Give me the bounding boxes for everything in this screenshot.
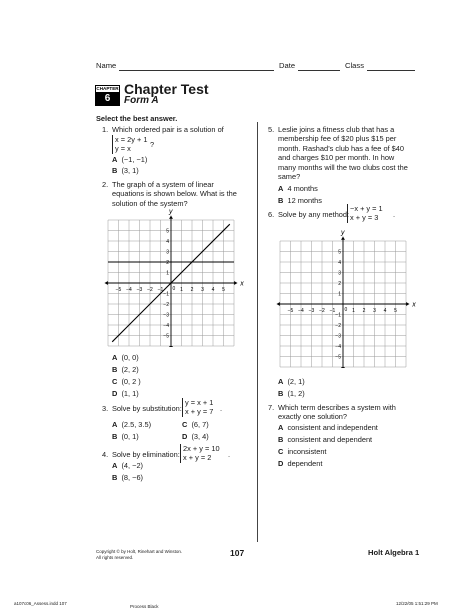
q3-dot: . bbox=[220, 404, 223, 413]
x-tick-label: 2 bbox=[190, 287, 194, 293]
x-tick-label: −3 bbox=[136, 287, 143, 293]
y-axis-arrow-up bbox=[169, 216, 173, 219]
q4-system bbox=[180, 444, 220, 463]
q6-option-a[interactable]: A (2, 1) bbox=[278, 377, 305, 386]
q7-option-b[interactable]: B consistent and dependent bbox=[278, 435, 373, 444]
q3-option-c[interactable]: C (6, 7) bbox=[182, 420, 209, 429]
q6-number: 6. bbox=[268, 210, 275, 219]
y-tick-label: 5 bbox=[338, 249, 341, 256]
y-tick-label: −3 bbox=[163, 312, 169, 319]
y-axis-label: y bbox=[169, 208, 173, 216]
date-label: Date bbox=[279, 61, 296, 70]
y-tick-label: 1 bbox=[338, 291, 341, 298]
q2-option-a[interactable]: A (0, 0) bbox=[112, 353, 139, 362]
q6-text: Solve by any method: bbox=[278, 210, 350, 219]
y-tick-label: −4 bbox=[335, 343, 341, 350]
book-title: Holt Algebra 1 bbox=[368, 548, 420, 557]
q1-eq2: y = x bbox=[115, 144, 131, 154]
x-tick-label: −5 bbox=[115, 287, 122, 293]
q2-text: The graph of a system of linear equations is shown below. What is the solution of the system? bbox=[112, 180, 237, 208]
q7-option-a[interactable]: A consistent and independent bbox=[278, 423, 378, 432]
q6-eq1: −x + y = 1 bbox=[350, 204, 383, 213]
x-tick-label: 4 bbox=[383, 308, 387, 314]
instructions: Select the best answer. bbox=[96, 114, 178, 123]
q6-dot: . bbox=[393, 210, 396, 219]
x-tick-label: 4 bbox=[211, 287, 215, 293]
q1-eq1: x = 2y + 1 bbox=[115, 135, 148, 144]
y-tick-label: 5 bbox=[166, 228, 169, 235]
x-tick-label: 1 bbox=[180, 287, 183, 293]
x-tick-label: 3 bbox=[373, 308, 376, 314]
q2-option-c[interactable]: C (0, 2 ) bbox=[112, 377, 141, 386]
page-number: 107 bbox=[230, 548, 245, 558]
y-tick-label: −1 bbox=[163, 291, 169, 298]
q3-number: 3. bbox=[102, 404, 109, 413]
q1-text: Which ordered pair is a solution of bbox=[112, 125, 224, 134]
chapter-tag: CHAPTER bbox=[96, 86, 119, 91]
x-axis-label: x bbox=[412, 301, 416, 309]
y-tick-label: 2 bbox=[166, 259, 169, 266]
q3-eq2: x + y = 7 bbox=[185, 407, 214, 417]
q3-text: Solve by substitution: bbox=[112, 404, 182, 413]
process-color: Process Black bbox=[130, 604, 159, 609]
q3-option-d[interactable]: D (3, 4) bbox=[182, 432, 209, 441]
x-tick-label: −1 bbox=[157, 287, 164, 293]
y-tick-label: 4 bbox=[166, 238, 169, 245]
x-tick-label: −3 bbox=[308, 308, 315, 314]
q6-eq2: x + y = 3 bbox=[350, 213, 379, 223]
q4-option-b[interactable]: B (8, −6) bbox=[112, 473, 144, 482]
y-tick-label: −4 bbox=[163, 322, 169, 329]
q6-option-b[interactable]: B (1, 2) bbox=[278, 389, 305, 398]
q1-qmark: ? bbox=[150, 140, 155, 149]
q5-option-b[interactable]: B 12 months bbox=[278, 196, 322, 205]
q5-number: 5. bbox=[268, 125, 275, 134]
q1-system bbox=[112, 135, 147, 154]
q3-system bbox=[182, 398, 213, 417]
date-line[interactable] bbox=[298, 70, 340, 71]
x-tick-label: 5 bbox=[394, 308, 397, 314]
q1-option-b[interactable]: B (3, 1) bbox=[112, 166, 139, 175]
q6-system bbox=[347, 204, 383, 223]
x-axis-label: x bbox=[240, 280, 244, 288]
x-tick-label: 1 bbox=[352, 308, 355, 314]
x-tick-label: −4 bbox=[126, 287, 132, 293]
q5-text: Leslie joins a fitness club that has a membership fee of $20 plus $15 per month. Rashad’s club has a fee of $40 and charges $10 per month. In how many months will the two clubs cost the same? bbox=[278, 125, 408, 182]
x-tick-label: −2 bbox=[147, 287, 153, 293]
x-tick-label: −5 bbox=[287, 308, 294, 314]
q3-option-a[interactable]: A (2.5, 3.5) bbox=[112, 420, 152, 429]
chapter-number: 6 bbox=[96, 92, 119, 105]
q6-graph bbox=[268, 226, 418, 368]
q5-option-a[interactable]: A 4 months bbox=[278, 184, 318, 193]
name-label: Name bbox=[96, 61, 117, 70]
q4-number: 4. bbox=[102, 450, 109, 459]
q2-graph bbox=[96, 205, 246, 347]
y-tick-label: −1 bbox=[335, 312, 341, 319]
q3-eq1: y = x + 1 bbox=[185, 398, 214, 407]
x-tick-label: −1 bbox=[329, 308, 336, 314]
y-tick-label: −5 bbox=[335, 354, 341, 361]
x-tick-label: 2 bbox=[362, 308, 366, 314]
y-tick-label: −3 bbox=[335, 333, 341, 340]
y-tick-label: 4 bbox=[338, 259, 341, 266]
q7-option-c[interactable]: C inconsistent bbox=[278, 447, 327, 456]
chapter-badge bbox=[95, 85, 120, 106]
origin-label: 0 bbox=[172, 286, 176, 292]
class-label: Class bbox=[345, 61, 364, 70]
x-axis-arrow-right bbox=[406, 302, 409, 306]
q2-number: 2. bbox=[102, 180, 109, 189]
y-tick-label: 2 bbox=[338, 280, 341, 287]
x-tick-label: 3 bbox=[201, 287, 204, 293]
y-tick-label: 3 bbox=[166, 249, 169, 256]
y-axis-label: y bbox=[341, 229, 345, 237]
y-tick-label: −2 bbox=[163, 301, 169, 308]
q7-number: 7. bbox=[268, 403, 275, 412]
q1-number: 1. bbox=[102, 125, 109, 134]
q2-option-d[interactable]: D (1, 1) bbox=[112, 389, 139, 398]
q4-eq1: 2x + y = 10 bbox=[183, 444, 220, 453]
q4-eq2: x + y = 2 bbox=[183, 453, 212, 463]
x-axis-arrow-left bbox=[105, 281, 108, 285]
q4-text: Solve by elimination: bbox=[112, 450, 180, 459]
y-tick-label: −2 bbox=[335, 322, 341, 329]
y-axis-arrow-down bbox=[169, 346, 173, 347]
x-axis-arrow-right bbox=[234, 281, 237, 285]
x-tick-label: −2 bbox=[319, 308, 325, 314]
y-axis-arrow-up bbox=[341, 237, 345, 240]
y-tick-label: 3 bbox=[338, 270, 341, 277]
x-tick-label: −4 bbox=[298, 308, 304, 314]
q7-option-d[interactable]: D dependent bbox=[278, 459, 323, 468]
copyright: Copyright © by Holt, Rinehart and Winston. All rights reserved. bbox=[96, 549, 183, 560]
class-line[interactable] bbox=[367, 70, 415, 71]
y-axis-arrow-down bbox=[341, 367, 345, 368]
q4-dot: . bbox=[228, 450, 231, 459]
column-divider bbox=[257, 122, 258, 542]
name-line[interactable] bbox=[119, 70, 274, 71]
origin-label: 0 bbox=[344, 307, 348, 313]
q7-text: Which term describes a system with exactly one solution? bbox=[278, 403, 396, 422]
file-slug: a107c06_Assess.indd 107 bbox=[14, 601, 67, 606]
q2-option-b[interactable]: B (2, 2) bbox=[112, 365, 139, 374]
q3-option-b[interactable]: B (0, 1) bbox=[112, 432, 139, 441]
x-axis-arrow-left bbox=[277, 302, 280, 306]
form-subtitle: Form A bbox=[124, 95, 159, 106]
y-tick-label: 1 bbox=[166, 270, 169, 277]
q1-option-a[interactable]: A (−1, −1) bbox=[112, 155, 148, 164]
print-date: 12/22/05 1:51:29 PM bbox=[396, 601, 438, 606]
q4-option-a[interactable]: A (4, −2) bbox=[112, 461, 144, 470]
x-tick-label: 5 bbox=[222, 287, 225, 293]
y-tick-label: −5 bbox=[163, 333, 169, 340]
page-title: Chapter Test bbox=[124, 81, 209, 97]
